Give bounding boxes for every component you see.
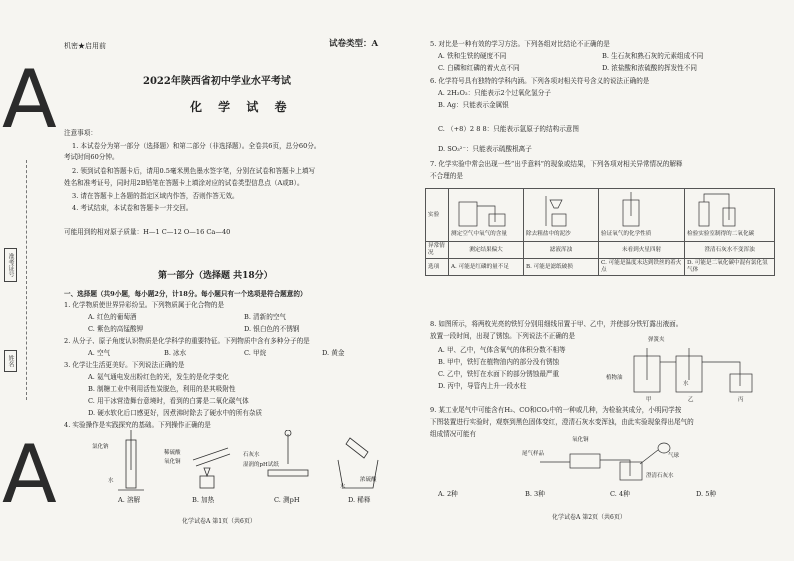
q9-option-a: A. 2种 [438, 490, 458, 498]
q9-label-limewater: 澄清石灰水 [646, 473, 674, 479]
q5-option-b: B. 生石灰和熟石灰的元素组成不同 [602, 52, 704, 60]
exp-c-figure [601, 192, 671, 228]
q6-option-a: A. 2H₂O₂：只能表示2个过氧化氢分子 [438, 89, 551, 97]
dissolve-figure [118, 430, 144, 490]
q9-option-d: D. 5种 [696, 490, 717, 498]
paper-type-letter-top: A [2, 53, 57, 146]
question-7-cont: 不合理的是 [430, 172, 463, 180]
q8-figure [630, 340, 770, 396]
note-line: 姓名和准考证号，同时用2B铅笔在答题卡上填涂对应的试卷类型信息点（A或B）。 [64, 179, 304, 187]
exp-caption: 检验实验室制得的二氧化碳 [687, 231, 755, 237]
table-cell: B. 可能是滤纸破损 [524, 259, 599, 276]
q1-option-a: A. 红色的葡萄酒 [88, 313, 137, 321]
question-8-cont: 放置一段时间，出现了锈蚀。下列说法不正确的是 [430, 332, 576, 340]
note-line: 2. 领到试卷和答题卡后，请用0.5毫米黑色墨水签字笔，分别在试卷和答题卡上填写 [72, 167, 316, 175]
q7-table [425, 188, 775, 276]
q4-option-d: D. 稀释 [348, 496, 371, 504]
q8-label-c: 丙 [738, 397, 744, 403]
q8-label-a: 甲 [646, 397, 652, 403]
note-line: 1. 本试卷分为第一部分（选择题）和第二部分（非选择题）。全卷共6页，总分60分。 [72, 142, 321, 150]
q1-option-c: C. 紫色的高锰酸钾 [88, 325, 144, 333]
exp-b-figure [526, 192, 596, 228]
fig-label-cuo: 氧化铜 [164, 459, 181, 465]
q8-label-clip: 弹簧夹 [648, 337, 665, 343]
question-9: 9. 某工业尾气中可能含有H₂、CO和CO₂中的一种或几种，为检验其成分，小明同学按 [430, 406, 682, 414]
note-line: 考试时间60分钟。 [64, 153, 119, 161]
q1-option-d: D. 银白色的不锈钢 [244, 325, 300, 333]
question-3: 3. 化学让生活更美好。下列说法正确的是 [64, 361, 185, 369]
q9-label-balloon: 气球 [668, 453, 680, 459]
q9-option-b: B. 3种 [525, 490, 545, 498]
fig-label-conc-h2so4: 浓硫酸 [360, 477, 377, 483]
exp-caption: 测定空气中氧气的含量 [451, 231, 507, 237]
table-cell: 测定结果偏大 [449, 242, 524, 259]
exam-number-label: 准考证号 [4, 248, 17, 282]
exam-title: 2022年陕西省初中学业水平考试 [143, 76, 291, 87]
q8-option-a: A. 甲、乙中，气体含氧气的体积分数不相等 [438, 346, 566, 354]
table-cell [449, 189, 524, 242]
q5-option-d: D. 浓盐酸和浓硫酸的挥发性不同 [602, 64, 697, 72]
binding-line [26, 160, 27, 400]
note-line: 3. 请在答题卡上各题的指定区域内作答，否则作答无效。 [72, 192, 239, 200]
question-7: 7. 化学实验中常会出现一些“出乎意料”的现象或结果，下列各项对相关异常情况的解释 [430, 160, 683, 168]
row-header: 异常情况 [426, 242, 449, 259]
q4-option-b: B. 加热 [192, 496, 215, 504]
q8-label-b: 乙 [688, 397, 694, 403]
paper-type-letter-bottom: A [2, 428, 57, 521]
q3-option-b: B. 制糖工业中利用活性炭脱色，利用的是其吸附性 [88, 385, 236, 393]
q9-label-cuo: 氧化铜 [572, 437, 589, 443]
ph-figure [268, 430, 308, 476]
question-4: 4. 实验操作是实践探究的基础。下列操作正确的是 [64, 421, 211, 429]
exp-caption: 验证氧气的化学性质 [601, 231, 652, 237]
heating-figure [193, 448, 230, 488]
fig-label-water-2: 水 [340, 484, 346, 490]
question-5: 5. 对比是一种有效的学习方法。下列各组对比结论不正确的是 [430, 40, 610, 48]
q1-option-b: B. 清新的空气 [244, 313, 287, 321]
row-header: 实验 [426, 189, 449, 242]
q2-option-b: B. 冰水 [164, 349, 187, 357]
paper-type: 试卷类型：A [329, 39, 379, 49]
q2-option-d: D. 黄金 [322, 349, 345, 357]
note-line: 4. 考试结束，本试卷和答题卡一并交回。 [72, 204, 193, 212]
table-cell: 澄清石灰水不变浑浊 [685, 242, 775, 259]
fig-label-nacl: 氯化钠 [92, 444, 109, 450]
question-2: 2. 从分子、原子角度认识物质是化学科学的重要特征。下列物质中含有多种分子的是 [64, 337, 310, 345]
part1-instructions: 一、选择题（共9小题，每小题2分，计18分。每小题只有一个选项是符合题意的） [64, 290, 307, 298]
q3-option-c: C. 用干冰营造舞台意境时，看到的白雾是二氧化碳气体 [88, 397, 249, 405]
q5-option-c: C. 白磷和红磷的着火点不同 [438, 64, 520, 72]
q8-option-b: B. 甲中，铁钉在植物油内的部分没有锈蚀 [438, 358, 560, 366]
q4-option-c: C. 测pH [274, 496, 300, 504]
table-cell: 未看到火星四射 [599, 242, 685, 259]
table-cell: C. 可能是温度未达到铁丝的着火点 [599, 259, 685, 276]
q3-option-a: A. 氦气通电发出粉红色的光，发生的是化学变化 [88, 373, 229, 381]
q6-option-c: C. （+8）2 8 8：只能表示氩原子的结构示意图 [438, 125, 579, 133]
q3-option-d: D. 硬水软化后口感更好，因煮沸时除去了硬水中的所有杂质 [88, 409, 263, 417]
q8-label-water: 水 [683, 381, 689, 387]
q8-option-c: C. 乙中，铁钉在水面下的部分锈蚀最严重 [438, 370, 560, 378]
table-cell [685, 189, 775, 242]
fig-label-h2so4: 稀硫酸 [164, 450, 181, 456]
page-footer-2: 化学试卷A 第2页（共6页） [552, 514, 626, 521]
question-8: 8. 如图所示，将两枚光亮的铁钉分别用细线吊置于甲、乙中，并使部分铁钉露出液面。 [430, 320, 683, 328]
table-cell: 滤液浑浊 [524, 242, 599, 259]
fig-label-ph-paper: 湿润的pH试纸 [243, 462, 279, 468]
notes-heading: 注意事项： [64, 129, 97, 137]
question-9-cont2: 组成情况可能有 [430, 430, 477, 438]
q9-option-c: C. 4种 [610, 490, 630, 498]
table-cell [524, 189, 599, 242]
exp-caption: 除去粗盐中的泥沙 [526, 231, 571, 237]
question-1: 1. 化学物质使世界异彩纷呈。下列物质属于化合物的是 [64, 301, 225, 309]
fig-label-limewater: 石灰水 [243, 452, 260, 458]
page-footer-1: 化学试卷A 第1页（共6页） [182, 518, 256, 525]
question-6: 6. 化学符号具有独特的学科内涵。下列各项对相关符号含义的说法正确的是 [430, 77, 650, 85]
q6-option-d: D. SO₃²⁻：只能表示硫酸根离子 [438, 145, 532, 153]
subject-title: 化 学 试 卷 [190, 100, 293, 114]
q6-option-b: B. Ag：只能表示金属银 [438, 101, 509, 109]
table-row [426, 189, 775, 242]
question-9-cont: 下图装置进行实验时，观察到黑色固体变红，澄清石灰水变浑浊，由此实验现象得出尾气的 [430, 418, 694, 426]
q2-option-a: A. 空气 [88, 349, 111, 357]
q8-option-d: D. 丙中，导管内上升一段水柱 [438, 382, 527, 390]
q4-option-a: A. 溶解 [118, 496, 141, 504]
secret-mark: 机密★启用前 [64, 42, 106, 50]
exp-d-figure [687, 192, 757, 228]
table-cell [599, 189, 685, 242]
part1-title: 第一部分（选择题 共18分） [158, 271, 273, 281]
name-label: 姓名 [4, 350, 17, 372]
table-row [426, 259, 775, 276]
q8-label-oil: 植物油 [606, 375, 623, 381]
row-header: 选项 [426, 259, 449, 276]
atomic-mass: 可能用到的相对原子质量：H—1 C—12 O—16 Ca—40 [64, 228, 231, 236]
table-row [426, 242, 775, 259]
fig-label-water: 水 [108, 478, 114, 484]
table-cell: D. 可能是二氧化碳中混有氯化氢气体 [685, 259, 775, 276]
table-cell: A. 可能是红磷的量不足 [449, 259, 524, 276]
q9-label-sample: 尾气样品 [522, 451, 545, 457]
q2-option-c: C. 甲烷 [244, 349, 267, 357]
q5-option-a: A. 铁和生铁的硬度不同 [438, 52, 507, 60]
exp-a-figure [451, 192, 521, 228]
